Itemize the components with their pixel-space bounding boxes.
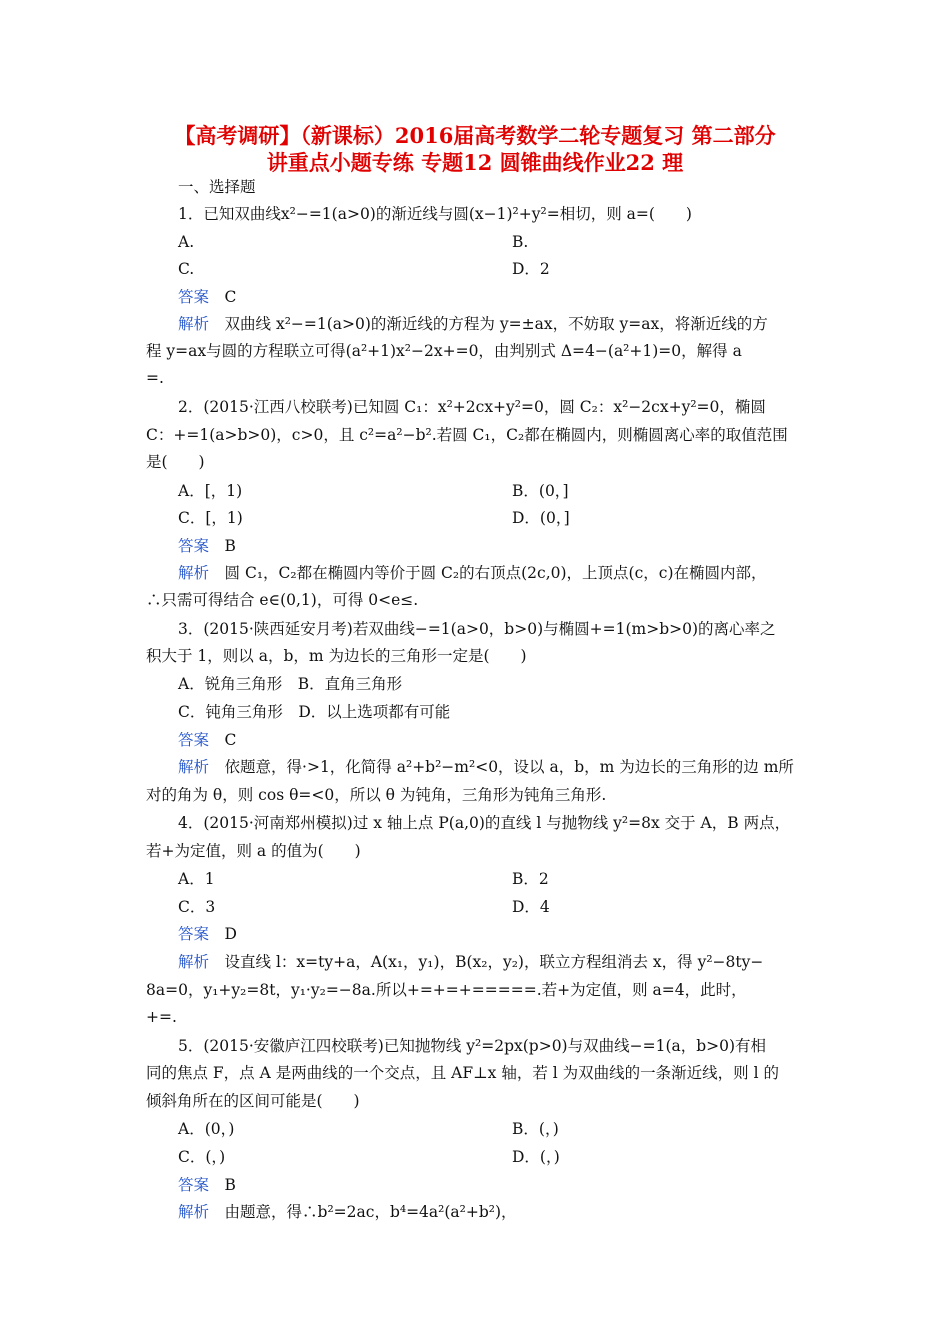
q1-stem-part-1: 1．已知双曲线 [178,205,281,223]
q2-option-c: C．[，1) [178,509,243,527]
q4-option-b: B．2 [512,870,549,888]
q1-stem-part-2: (a>0)的渐近线与圆(x−1)²+y²=相切，则 a=( ) [331,205,692,223]
q2-option-b: B．(0，] [512,482,569,500]
q1-option-a: A. [178,233,195,251]
answer-label: 答案 [178,288,210,306]
section-heading: 一、选择题 [178,178,256,196]
q5-stem-line-1: 5．(2015·安徽庐江四校联考)已知抛物线 y²=2px(p>0)与双曲线−=1(a，b>0)有相 [178,1037,767,1055]
q2-analysis-text-1: 圆 C₁，C₂都在椭圆内等价于圆 C₂的右顶点(2c,0)，上顶点(c，c)在椭圆内部， [224,564,767,582]
q5-option-c: C．(，) [178,1148,226,1166]
q4-option-d: D．4 [512,898,550,916]
q5-analysis-line-1 [178,1202,517,1222]
q1-answer [178,287,236,307]
q1-stem-formula: x²−=1 [280,205,332,223]
q1-analysis-line-2: 程 y=ax与圆的方程联立可得(a²+1)x²−2x+=0，由判别式 Δ=4−(a²+1)=0，解得 a [146,342,742,360]
q3-options-cd: C．钝角三角形 D．以上选项都有可能 [178,703,451,721]
analysis-label: 解析 [178,315,210,333]
q2-option-d: D．(0，] [512,509,570,527]
q2-analysis-line-2: ∴只需可得结合 e∈(0,1)，可得 0<e≤. [146,591,419,609]
q3-answer [178,730,236,750]
analysis-label: 解析 [178,1203,210,1221]
q4-analysis-text-1: 设直线 l：x=ty+a，A(x₁，y₁)，B(x₂，y₂)，联立方程组消去 x，得 y²−8ty− [224,953,764,971]
q4-stem-line-1: 4．(2015·河南郑州模拟)过 x 轴上点 P(a,0)的直线 l 与抛物线 y²=8x 交于 A，B 两点， [178,814,791,832]
q2-stem-line-1: 2．(2015·江西八校联考)已知圆 C₁：x²+2cx+y²=0，圆 C₂：x²−2cx+y²=0，椭圆 [178,398,766,416]
q4-option-c: C．3 [178,898,216,916]
q5-option-d: D．(，) [512,1148,560,1166]
q2-answer-value: B [224,537,236,555]
q1-analysis-line-3: =. [146,369,164,387]
answer-label: 答案 [178,537,210,555]
q2-analysis-line-1 [178,563,767,583]
q5-stem-line-2: 同的焦点 F，点 A 是两曲线的一个交点，且 AF⊥x 轴，若 l 为双曲线的一条渐近线，则 l 的 [146,1064,779,1082]
document-title-line-1: 【高考调研】（新课标）2016届高考数学二轮专题复习 第二部分 [174,123,776,148]
q5-stem-line-3: 倾斜角所在的区间可能是( ) [146,1092,360,1110]
answer-label: 答案 [178,925,210,943]
answer-label: 答案 [178,731,210,749]
q4-analysis-line-1 [178,952,763,972]
answer-label: 答案 [178,1176,210,1194]
q4-option-a: A．1 [178,870,215,888]
q4-answer-value: D [224,925,237,943]
analysis-label: 解析 [178,953,210,971]
q4-analysis-line-2: 8a=0，y₁+y₂=8t，y₁·y₂=−8a.所以+=+=+=====.若+为定值，则 a=4，此时， [146,981,747,999]
analysis-label: 解析 [178,758,210,776]
q5-answer-value: B [224,1176,236,1194]
analysis-label: 解析 [178,564,210,582]
q5-answer [178,1175,236,1195]
q3-analysis-line-1 [178,757,794,777]
q1-option-b: B. [512,233,529,251]
q2-answer [178,536,236,556]
q2-stem-line-2: C：+=1(a>b>0)，c>0，且 c²=a²−b².若圆 C₁，C₂都在椭圆内，则椭圆离心率的取值范围 [146,426,788,444]
q1-analysis-line-1 [178,314,768,334]
q4-analysis-line-3: +=. [146,1008,177,1026]
q1-option-d: D．2 [512,260,550,278]
q1-stem [178,204,692,224]
q5-analysis-text-1: 由题意，得∴b²=2ac，b⁴=4a²(a²+b²)， [224,1203,517,1221]
q1-answer-value: C [224,288,237,306]
q3-answer-value: C [224,731,237,749]
q2-option-a: A．[，1) [178,482,243,500]
q2-stem-line-3: 是( ) [146,453,205,471]
q1-analysis-text-1: 双曲线 x²−=1(a>0)的渐近线的方程为 y=±ax，不妨取 y=ax，将渐近线的方 [224,315,768,333]
q1-option-c: C. [178,260,195,278]
q3-analysis-line-2: 对的角为 θ，则 cos θ=<0，所以 θ 为钝角，三角形为钝角三角形. [146,786,607,804]
q4-answer [178,924,237,944]
q5-option-b: B．(，) [512,1120,559,1138]
q3-stem-line-1: 3．(2015·陕西延安月考)若双曲线−=1(a>0，b>0)与椭圆+=1(m>b>0)的离心率之 [178,620,776,638]
q4-stem-line-2: 若+为定值，则 a 的值为( ) [146,842,361,860]
q3-analysis-text-1: 依题意，得·>1，化简得 a²+b²−m²<0，设以 a，b，m 为边长的三角形的边 m所 [224,758,794,776]
q3-stem-line-2: 积大于 1，则以 a，b，m 为边长的三角形一定是( ) [146,647,527,665]
document-title-line-2: 讲重点小题专练 专题12 圆锥曲线作业22 理 [266,150,684,175]
q5-option-a: A．(0，) [178,1120,235,1138]
q3-options-ab: A．锐角三角形 B．直角三角形 [178,675,403,693]
